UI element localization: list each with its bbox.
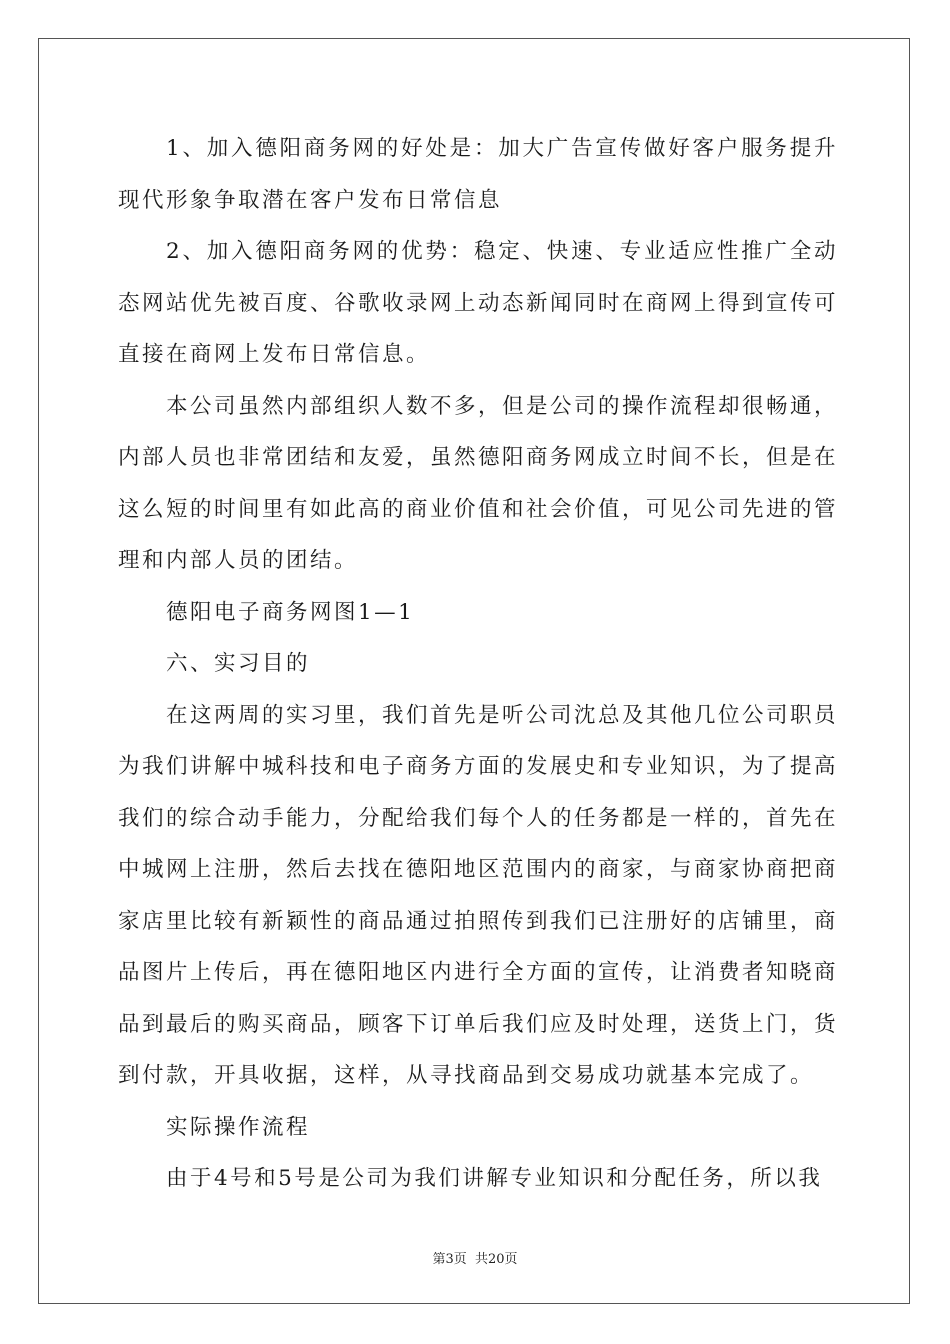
paragraph-internship: 在这两周的实习里，我们首先是听公司沈总及其他几位公司职员为我们讲解中城科技和电子商务方面的发展史和专业知识，为了提高我们的综合动手能力，分配给我们每个人的任务都是一样的，首先在中城网上注册，然后去找在德阳地区范围内的商家，与商家协商把商家店里比较有新颖性的商品通过拍照传到我们已注册好的店铺里，商品图片上传后，再在德阳地区内进行全方面的宣传，让消费者知晓商品到最后的购买商品，顾客下订单后我们应及时处理，送货上门，货到付款，开具收据，这样，从寻找商品到交易成功就基本完成了。 [118,702,839,1088]
section-heading-internship-goal: 六、实习目的 [166,651,311,676]
paragraph-advantages: 2、加入德阳商务网的优势：稳定、快速、专业适应性推广全动态网站优先被百度、谷歌收录网上动态新闻同时在商网上得到宣传可直接在商网上发布日常信息。 [118,239,839,367]
figure-caption: 德阳电子商务网图1—1 [166,599,415,625]
paragraph-benefits: 1、加入德阳商务网的好处是：加大广告宣传做好客户服务提升现代形象争取潜在客户发布日常信息 [118,136,838,213]
page-number: 第3页 [432,1252,467,1267]
document-body [118,123,838,1205]
page-footer [0,1248,950,1267]
paragraph-process: 由于4号和5号是公司为我们讲解专业知识和分配任务，所以我 [166,1166,823,1191]
section-heading-process: 实际操作流程 [166,1114,311,1140]
paragraph-company: 本公司虽然内部组织人数不多，但是公司的操作流程却很畅通，内部人员也非常团结和友爱，虽然德阳商务网成立时间不长，但是在这么短的时间里有如此高的商业价值和社会价值，可见公司先进的管理和内部人员的团结。 [118,393,839,573]
page-total: 共20页 [474,1252,518,1267]
